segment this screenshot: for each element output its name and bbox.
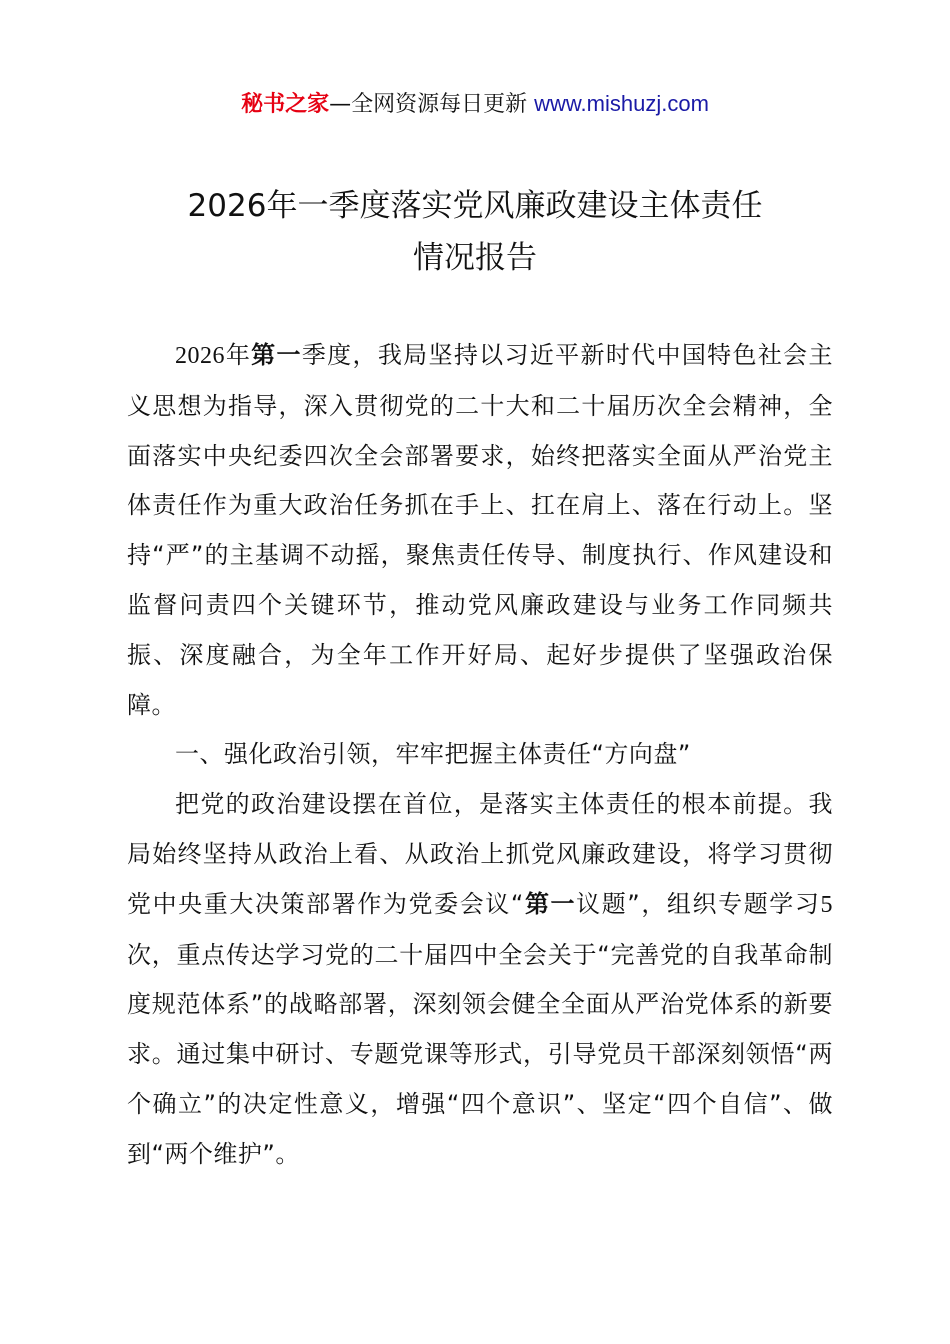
bold-first: 第一 — [251, 341, 302, 369]
year-suffix: 年 — [225, 341, 252, 369]
title-line-2: 情况报告 — [413, 240, 537, 276]
section-heading-1: 一、强化政治引领，牢牢把握主体责任“方向盘” — [175, 740, 691, 769]
document-body — [127, 331, 833, 1180]
document-title — [100, 180, 850, 284]
section-1-text-a: 把党的政治建设摆在首位，是落实主体责任的根本前提。我局始终坚持从政治上看、从政治上抓党风廉政建设，将学习贯彻党中央重大决策部署作为党委会议“ — [127, 790, 833, 918]
brand-name: 秘书之家 — [241, 92, 330, 117]
intro-text: 季度，我局坚持以习近平新时代中国特色社会主义思想为指导，深入贯彻党的二十大和二十届历次全会精神，全面落实中央纪委四次全会部署要求，始终把落实全面从严治党主体责任作为重大政治任务抓在手上、扛在肩上、落在行动上。坚持“严”的主基调不动摇，聚焦责任传导、制度执行、作风建设和监督问责四个关键环节，推动党风廉政建设与业务工作同频共振、深度融合，为全年工作开好局、起好步提供了坚强政治保障。 — [127, 341, 834, 719]
section-1-text-c: 次，重点传达学习党的二十届四中全会关于“完善党的自我革命制度规范体系”的战略部署，深刻领会健全全面从严治党体系的新要求。通过集中研讨、专题党课等形式，引导党员干部深刻领悟“两个确立”的决定性意义，增强“四个意识”、坚定“四个自信”、做到“两个维护”。 — [127, 940, 833, 1168]
year-number: 2026 — [175, 343, 225, 369]
paragraph-section-1 — [127, 780, 833, 1179]
site-link[interactable]: www.mishuzj.com — [534, 91, 709, 116]
banner-tagline: —全网资源每日更新 — [329, 92, 535, 117]
bold-first-topic: 第一 — [523, 889, 577, 918]
site-banner — [0, 88, 950, 121]
paragraph-intro — [127, 331, 833, 730]
title-line-1: 2026年一季度落实党风廉政建设主体责任 — [187, 188, 763, 224]
section-1-text-b: 议题”，组织专题学习 — [576, 889, 821, 918]
study-count: 5 — [820, 891, 833, 918]
